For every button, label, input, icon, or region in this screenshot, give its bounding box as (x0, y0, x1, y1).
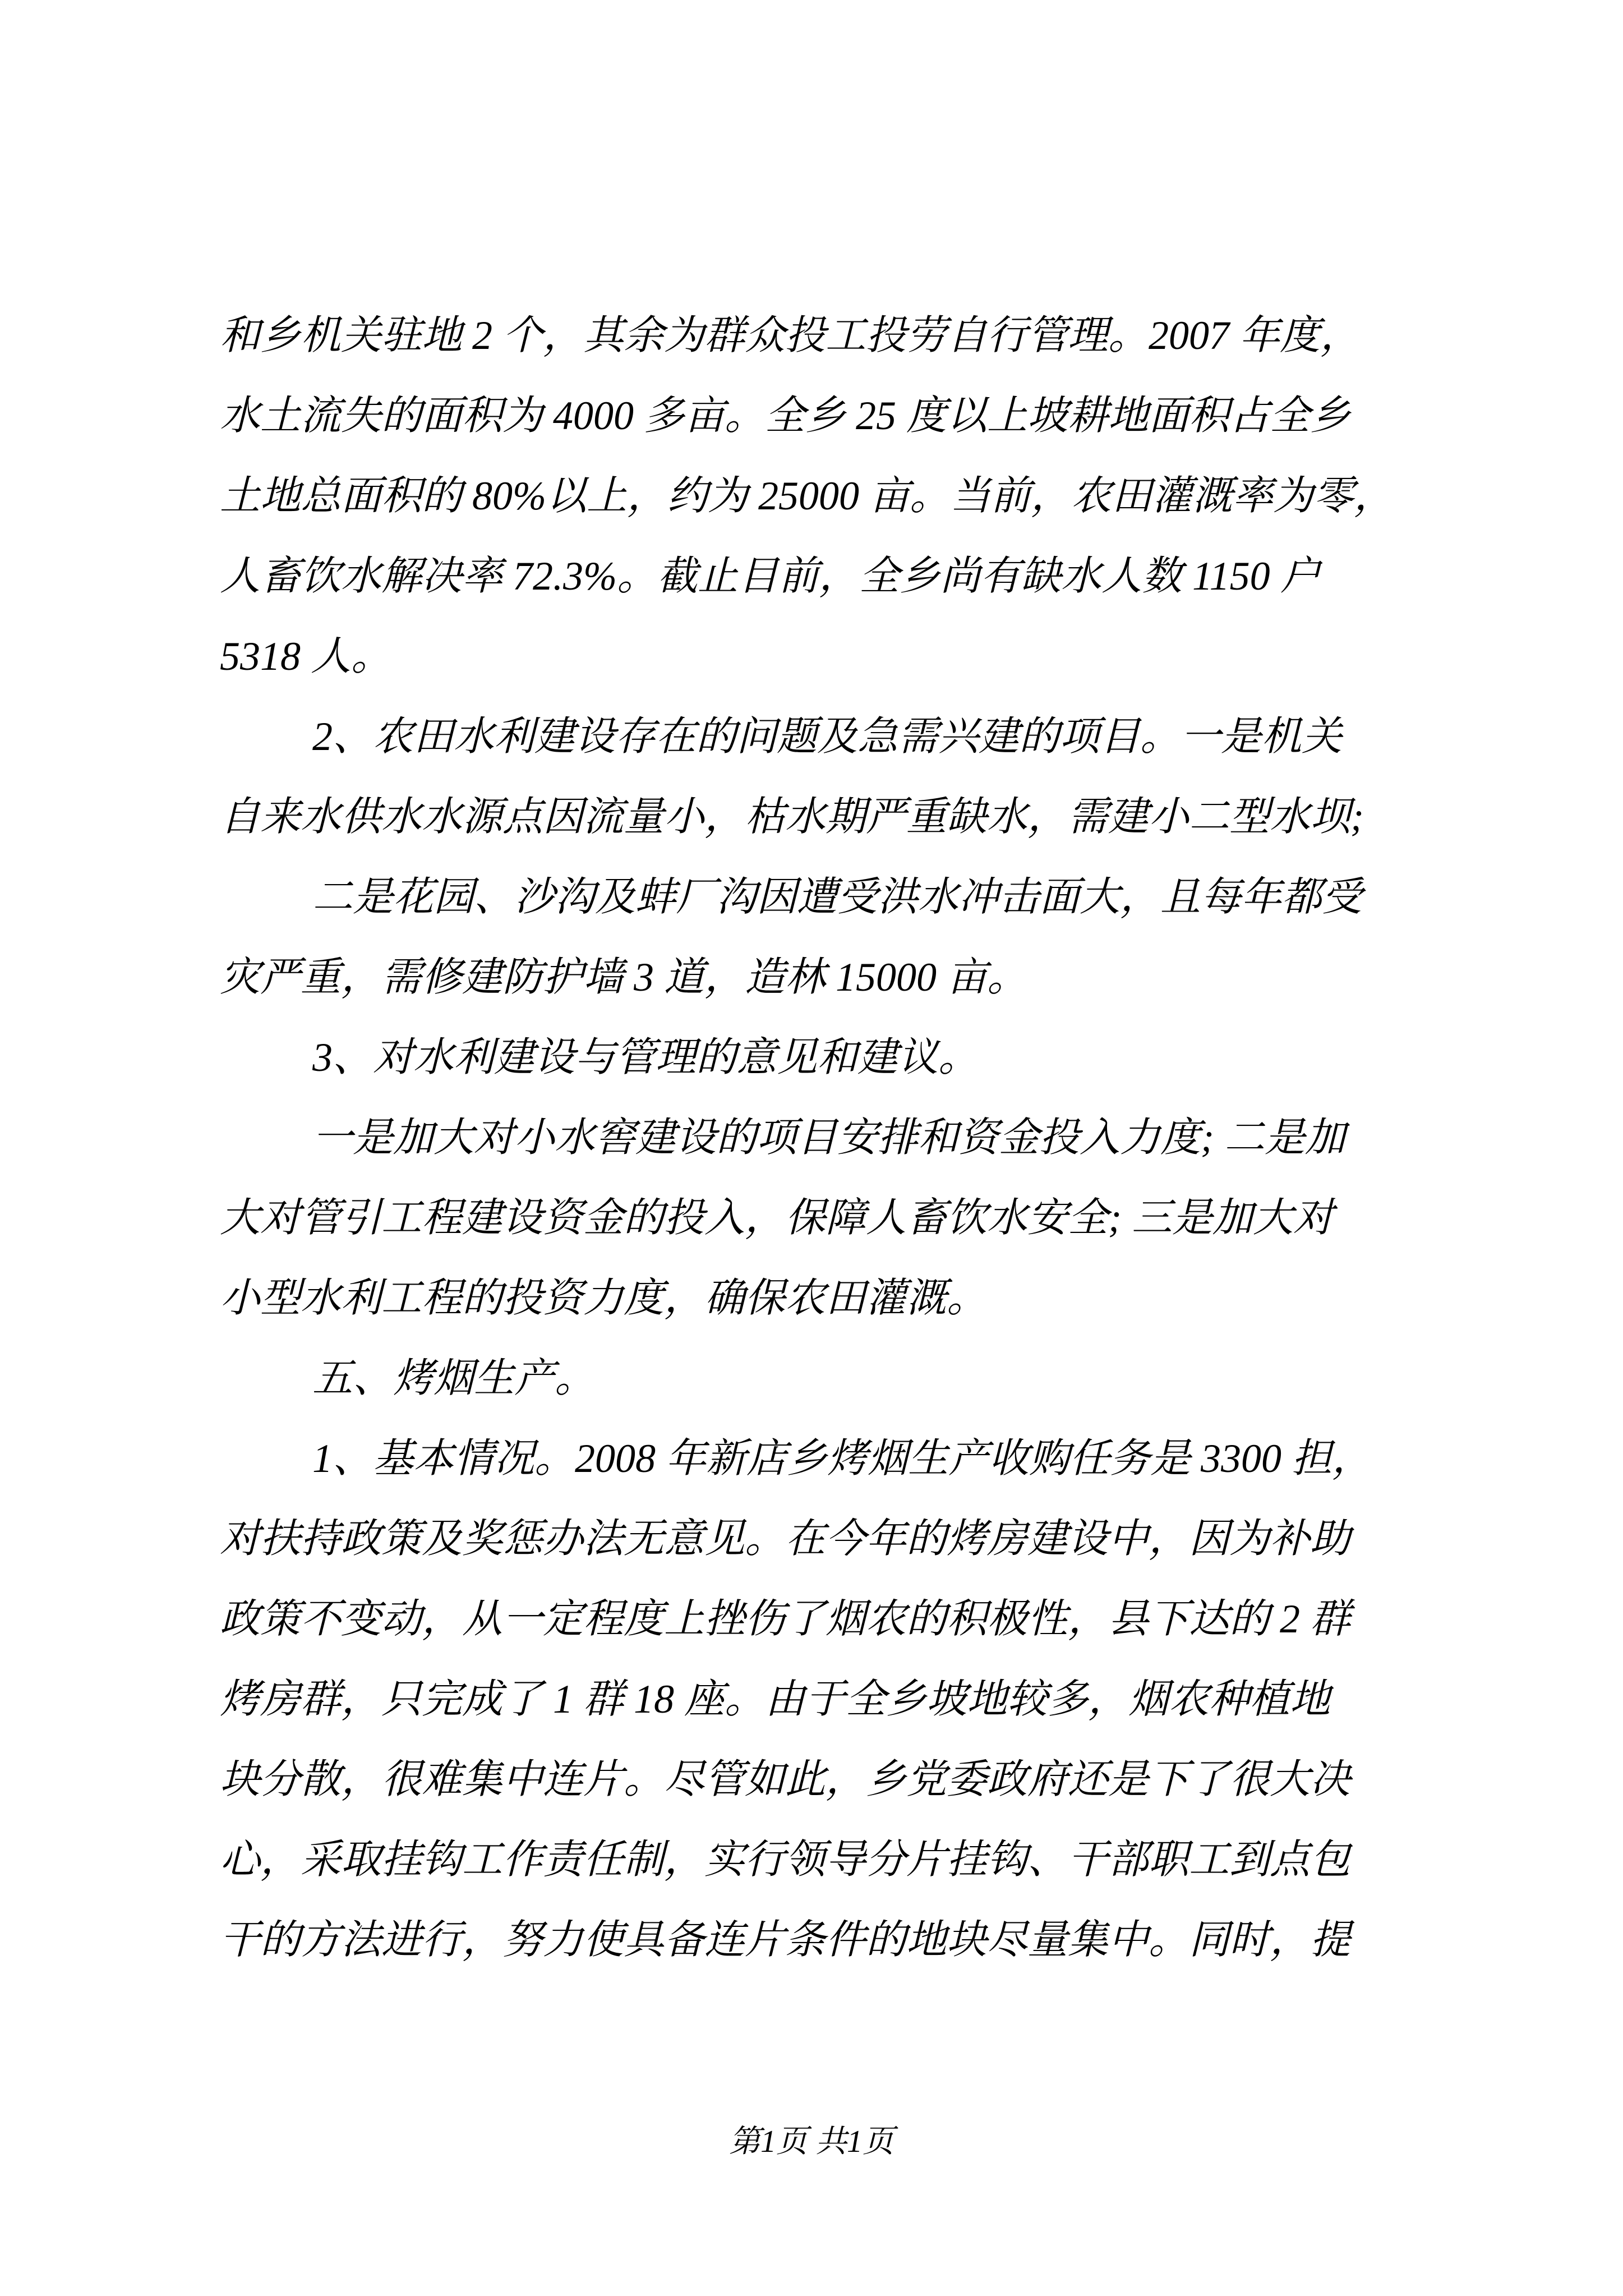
text-line: 水土流失的面积为 4000 多亩。全乡 25 度以上坡耕地面积占全乡 (220, 393, 1351, 438)
text-line: 土地总面积的 80%以上，约为 25000 亩。当前，农田灌溉率为零， (220, 473, 1394, 518)
text-line: 一是加大对小水窖建设的项目安排和资金投入力度; 二是加 (312, 1115, 1345, 1160)
text-line: 块分散，很难集中连片。尽管如此，乡党委政府还是下了很大决 (220, 1757, 1351, 1802)
text-line: 1、基本情况。2008 年新店乡烤烟生产收购任务是 3300 担， (312, 1436, 1373, 1481)
page-footer (0, 2119, 1623, 2164)
text-line: 心，采取挂钩工作责任制，实行领导分片挂钩、干部职工到点包 (220, 1837, 1351, 1882)
text-line: 人畜饮水解决率 72.3%。截止目前，全乡尚有缺水人数 1150 户 (220, 554, 1321, 599)
text-line: 灾严重，需修建防护墙 3 道，造林 15000 亩。 (220, 955, 1028, 1000)
text-line: 自来水供水水源点因流量小，枯水期严重缺水，需建小二型水坝; (220, 794, 1364, 839)
text-line: 干的方法进行，努力使具备连片条件的地块尽量集中。同时，提 (220, 1917, 1351, 1962)
text-line: 小型水利工程的投资力度，确保农田灌溉。 (220, 1276, 988, 1320)
text-line: 和乡机关驻地 2 个，其余为群众投工投劳自行管理。2007 年度， (220, 313, 1361, 358)
document-body (220, 296, 1414, 1980)
text-line: 政策不变动，从一定程度上挫伤了烟农的积极性，县下达的 2 群 (220, 1596, 1351, 1641)
page-number-indicator: 第1页 共1页 (729, 2124, 894, 2159)
text-line: 3、对水利建设与管理的意见和建议。 (312, 1035, 979, 1080)
text-line: 5318 人。 (220, 634, 392, 679)
text-line: 2、农田水利建设存在的问题及急需兴建的项目。一是机关 (312, 714, 1343, 759)
text-line: 二是花园、沙沟及蚌厂沟因遭受洪水冲击面大，且每年都受 (312, 875, 1363, 919)
text-line: 五、烤烟生产。 (312, 1356, 596, 1401)
text-line: 大对管引工程建设资金的投入，保障人畜饮水安全; 三是加大对 (220, 1195, 1334, 1240)
text-line: 对扶持政策及奖惩办法无意见。在今年的烤房建设中，因为补助 (220, 1516, 1351, 1561)
text-line: 烤房群，只完成了 1 群 18 座。由于全乡坡地较多，烟农种植地 (220, 1677, 1331, 1722)
